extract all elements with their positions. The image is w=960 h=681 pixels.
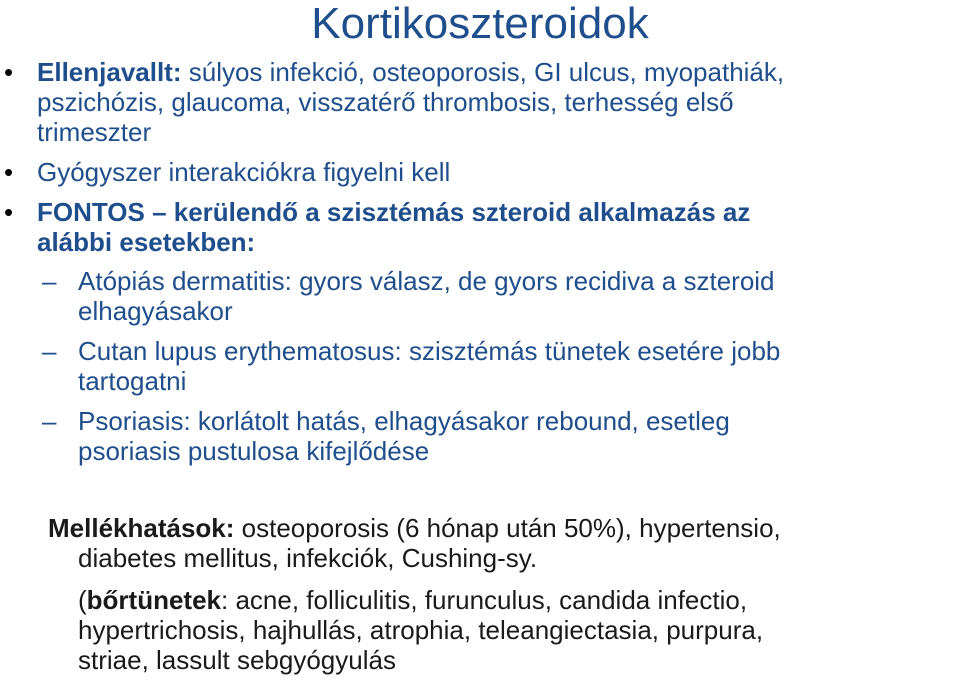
bullet-icon: • (4, 57, 14, 87)
skin-line-3: striae, lassult sebgyógyulás (78, 645, 396, 675)
important-line-2: alábbi esetekben: (37, 227, 256, 257)
side-effects-text: osteoporosis (6 hónap után 50%), hypertensio, (241, 513, 781, 543)
side-effects-label: Mellékhatások: (48, 513, 235, 543)
bullet-icon: • (4, 157, 14, 187)
page-title: Kortikoszteroidok (311, 0, 649, 48)
skin-line-2: hypertrichosis, hajhullás, atrophia, teleangiectasia, purpura, (78, 615, 764, 645)
case-line-2: elhagyásakor (78, 296, 233, 326)
case-line-2: psoriasis pustulosa kifejlődése (78, 436, 430, 466)
dash-icon: – (42, 406, 57, 436)
dash-icon: – (42, 266, 57, 296)
side-effects-line-2: diabetes mellitus, infekciók, Cushing-sy. (78, 543, 538, 573)
paren-open: ( (78, 585, 87, 615)
contraindication-line-1 (37, 57, 784, 87)
contraindication-line-3: trimeszter (37, 117, 152, 147)
important-line-1: FONTOS – kerülendő a szisztémás szteroid alkalmazás az (37, 197, 751, 227)
side-effects-line-1 (48, 513, 781, 543)
contraindication-line-2: pszichózis, glaucoma, visszatérő thrombosis, terhesség első (37, 87, 734, 117)
skin-line-1 (78, 585, 747, 615)
case-line-2: tartogatni (78, 366, 187, 396)
case-line-1: Atópiás dermatitis: gyors válasz, de gyors recidiva a szteroid (78, 266, 775, 296)
contraindication-label: Ellenjavallt: (37, 57, 182, 87)
bullet-icon: • (4, 197, 14, 227)
dash-icon: – (42, 336, 57, 366)
skin-text: : acne, folliculitis, furunculus, candida infectio, (221, 585, 748, 615)
case-line-1: Psoriasis: korlátolt hatás, elhagyásakor rebound, esetleg (78, 406, 730, 436)
case-line-1: Cutan lupus erythematosus: szisztémás tünetek esetére jobb (78, 336, 781, 366)
skin-label: bőrtünetek (86, 585, 222, 615)
interaction-text: Gyógyszer interakciókra figyelni kell (37, 157, 451, 187)
contraindication-text: súlyos infekció, osteoporosis, GI ulcus, myopathiák, (188, 57, 785, 87)
